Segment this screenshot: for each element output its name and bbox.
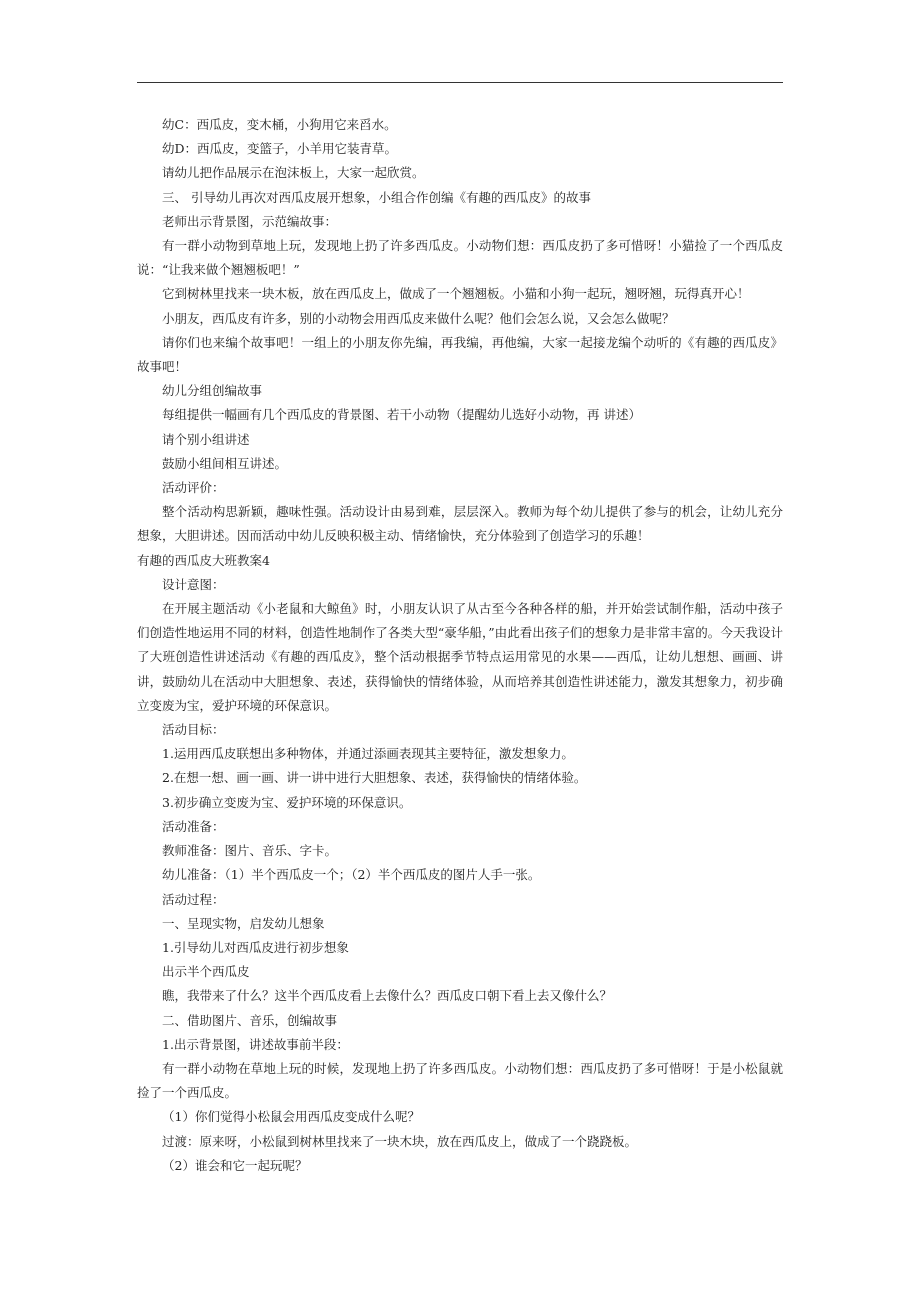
paragraph-line: 老师出示背景图，示范编故事： <box>162 213 338 229</box>
paragraph-line: 小朋友，西瓜皮有许多，别的小动物会用西瓜皮来做什么呢？他们会怎么说，又会怎么做呢？ <box>162 310 675 326</box>
paragraph: 在开展主题活动《小老鼠和大鲸鱼》时，小朋友认识了从古至今各种各样的船，并开始尝试制作船，活动中孩子们创造性地运用不同的材料，创造性地制作了各类大型“豪华船，”由此看出孩子们的想象力是非常丰富的。今天我设计了大班创造性讲述活动《有趣的西瓜皮》，整个活动根据季节特点运用常见的水果——西瓜，让幼儿想想、画画、讲讲，鼓励幼儿在活动中大胆想象、表述，获得愉快的情绪体验，从而培养其创造性讲述能力，激发其想象力，初步确立变废为宝，爱护环境的环保意识。 <box>137 601 783 713</box>
paragraph-line: 请幼儿把作品展示在泡沫板上，大家一起欣赏。 <box>162 165 425 181</box>
paragraph-line: 活动评价： <box>162 480 225 496</box>
paragraph-line: 过渡：原来呀，小松鼠到树林里找来了一块木块，放在西瓜皮上，做成了一个跷跷板。 <box>162 1133 638 1149</box>
paragraph-line: 每组提供一幅画有几个西瓜皮的背景图、若干小动物（提醒幼儿选好小动物，再 讲述） <box>162 407 641 423</box>
paragraph-line: 教师准备：图片、音乐、字卡。 <box>162 843 338 859</box>
lesson-title: 有趣的西瓜皮大班教案4 <box>137 552 270 568</box>
paragraph-line: （2）谁会和它一起玩呢？ <box>162 1157 308 1173</box>
paragraph: 有一群小动物到草地上玩，发现地上扔了许多西瓜皮。小动物们想：西瓜皮扔了多可惜呀！小猫捡了一个西瓜皮说：“让我来做个翘翘板吧！” <box>137 238 783 278</box>
paragraph-line: 设计意图： <box>162 576 225 592</box>
list-item: 1.引导幼儿对西瓜皮进行初步想象 <box>162 939 349 955</box>
paragraph-line: 瞧，我带来了什么？这半个西瓜皮看上去像什么？西瓜皮口朝下看上去又像什么？ <box>162 988 613 1004</box>
list-item: 1.出示背景图，讲述故事前半段： <box>162 1036 349 1052</box>
section-heading: 二、借助图片、音乐，创编故事 <box>162 1012 338 1028</box>
list-item: 1.运用西瓜皮联想出多种物体，并通过添画表现其主要特征，激发想象力。 <box>162 746 574 762</box>
paragraph-line: 幼儿准备：（1）半个西瓜皮一个；（2）半个西瓜皮的图片人手一张。 <box>162 867 541 883</box>
paragraph-line: 幼C：西瓜皮，变木桶，小狗用它来舀水。 <box>162 117 397 132</box>
paragraph: 有一群小动物在草地上玩的时候，发现地上扔了许多西瓜皮。小动物们想：西瓜皮扔了多可惜呀！于是小松鼠就捡了一个西瓜皮。 <box>137 1060 783 1101</box>
list-item: 3.初步确立变废为宝、爱护环境的环保意识。 <box>162 794 412 810</box>
paragraph: 请你们也来编个故事吧！一组上的小朋友你先编，再我编，再他编，大家一起接龙编个动听的《有趣的西瓜皮》故事吧！ <box>137 334 783 375</box>
paragraph-line: 活动过程： <box>162 891 225 907</box>
header-rule <box>137 82 783 83</box>
paragraph: 整个活动构思新颖，趣味性强。活动设计由易到难，层层深入。教师为每个幼儿提供了参与的机会，让幼儿充分想象，大胆讲述。因而活动中幼儿反映积极主动、情绪愉快，充分体验到了创造学习的乐趣！ <box>137 504 783 544</box>
paragraph-line: 鼓励小组间相互讲述。 <box>162 455 288 471</box>
paragraph-line: 出示半个西瓜皮 <box>162 964 250 980</box>
paragraph-line: 活动目标： <box>162 722 225 738</box>
paragraph-line: （1）你们觉得小松鼠会用西瓜皮变成什么呢？ <box>162 1109 420 1125</box>
document-body <box>137 113 783 1178</box>
section-heading: 一、呈现实物，启发幼儿想象 <box>162 915 325 931</box>
paragraph-line: 它到树林里找来一块木板，放在西瓜皮上，做成了一个翘翘板。小猫和小狗一起玩，翘呀翘，玩得真开心！ <box>162 286 750 302</box>
paragraph-line: 幼儿分组创编故事 <box>162 383 263 399</box>
list-item: 2.在想一想、画一画、讲一讲中进行大胆想象、表述，获得愉快的情绪体验。 <box>162 770 587 786</box>
section-heading: 三、 引导幼儿再次对西瓜皮展开想象，小组合作创编《有趣的西瓜皮》的故事 <box>162 189 591 205</box>
paragraph-line: 活动准备： <box>162 818 225 834</box>
paragraph-line: 请个别小组讲述 <box>162 431 250 447</box>
paragraph-line: 幼D：西瓜皮，变篮子，小羊用它装青草。 <box>162 141 398 157</box>
